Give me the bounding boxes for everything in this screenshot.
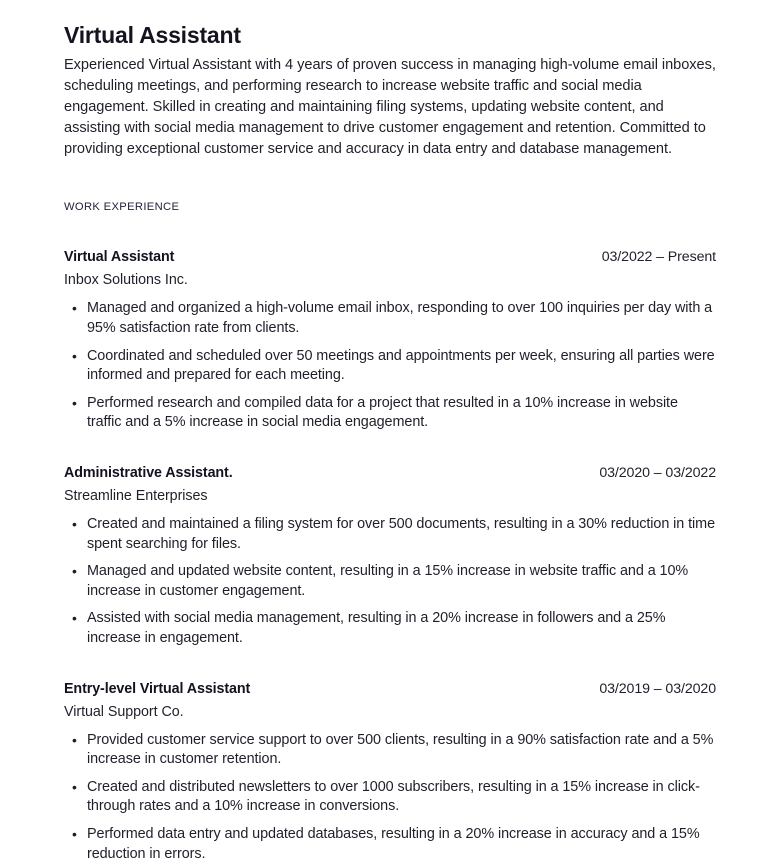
list-item-text: Created and distributed newsletters to over 1000 subscribers, resulting in a 15% increase in click-through rates and a 10% increase in conversions. — [87, 778, 700, 815]
job-headline — [64, 465, 716, 482]
list-item — [64, 609, 716, 648]
bullet-icon: • — [72, 778, 77, 795]
list-item — [64, 825, 716, 864]
section-work-experience — [64, 159, 716, 864]
resume-content — [64, 0, 716, 864]
bullet-icon: • — [72, 563, 77, 580]
job-dates: 03/2020 – 03/2022 — [599, 464, 716, 481]
job-dates: 03/2022 – Present — [601, 249, 716, 266]
page-title: Virtual Assistant — [64, 22, 241, 48]
list-item-text: Managed and organized a high-volume email inbox, responding to over 100 inquiries per day with a 95% satisfaction rate from clients. — [87, 300, 713, 337]
job-headline — [64, 681, 716, 698]
bullet-icon: • — [72, 610, 77, 627]
job-title: Virtual Assistant — [64, 249, 175, 266]
list-item-text: Managed and updated website content, resulting in a 15% increase in website traffic and a 10% increase in customer engagement. — [87, 563, 689, 599]
job-bullet-list — [64, 289, 716, 433]
list-item-text: Created and maintained a filing system for over 500 documents, resulting in a 30% reduction in time spent searching for files. — [87, 515, 716, 552]
job-bullet-list — [64, 505, 716, 649]
section-heading-work-experience: WORK EXPERIENCE — [64, 201, 180, 214]
bullet-icon: • — [72, 515, 77, 532]
list-item-text: Provided customer service support to over 500 clients, resulting in a 90% satisfaction rate and a 5% increase in customer retention. — [87, 731, 714, 768]
bullet-icon: • — [72, 347, 77, 364]
work-experience-entry — [64, 649, 716, 864]
bullet-icon: • — [72, 300, 77, 317]
list-item — [64, 299, 716, 338]
list-item — [64, 394, 716, 433]
job-bullet-list — [64, 721, 716, 864]
work-experience-entry — [64, 433, 716, 649]
list-item-text: Performed research and compiled data for a project that resulted in a 10% increase in website traffic and a 5% increase in social media engagement. — [87, 394, 678, 431]
job-company: Streamline Enterprises — [64, 487, 208, 504]
bullet-icon: • — [72, 825, 77, 842]
work-experience-entry — [64, 213, 716, 433]
job-title: Entry-level Virtual Assistant — [64, 680, 251, 697]
bullet-icon: • — [72, 731, 77, 748]
job-title: Administrative Assistant. — [64, 464, 233, 481]
professional-summary: Experienced Virtual Assistant with 4 years of proven success in managing high-volume email inboxes, scheduling meetings, and performing research to increase website traffic and social media engagement. Skilled in creating and maintaining filing systems, updating website content, and assisting with social media management to drive customer engagement and retention. Committed to providing exceptional customer service and accuracy in data entry and database management. — [64, 57, 716, 157]
job-company: Inbox Solutions Inc. — [64, 272, 188, 289]
job-dates: 03/2019 – 03/2020 — [599, 680, 716, 697]
list-item — [64, 515, 716, 554]
bullet-icon: • — [72, 394, 77, 411]
list-item — [64, 347, 716, 386]
list-item — [64, 562, 716, 601]
list-item — [64, 731, 716, 770]
job-headline — [64, 249, 716, 266]
list-item — [64, 778, 716, 817]
list-item-text: Coordinated and scheduled over 50 meetings and appointments per week, ensuring all parties were informed and prepared for each meeting. — [87, 347, 715, 384]
job-company: Virtual Support Co. — [64, 703, 184, 720]
list-item-text: Assisted with social media management, resulting in a 20% increase in followers and a 25% increase in engagement. — [87, 610, 666, 646]
list-item-text: Performed data entry and updated databases, resulting in a 20% increase in accuracy and a 15% reduction in errors. — [87, 825, 700, 862]
